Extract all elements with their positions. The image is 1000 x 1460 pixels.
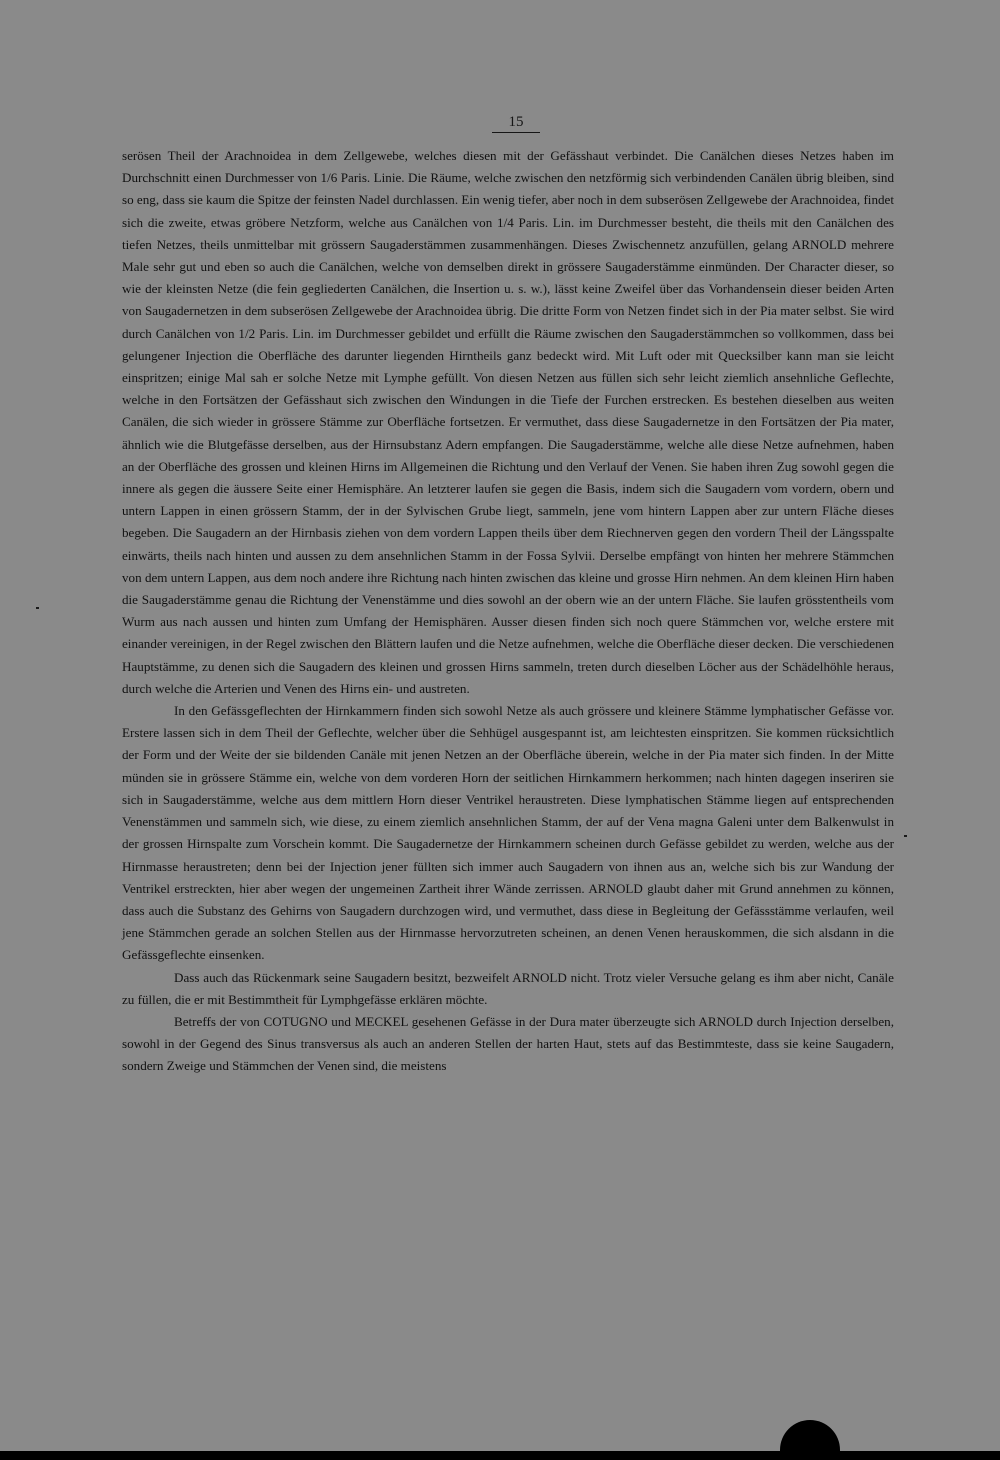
page-number: 15 bbox=[492, 113, 540, 133]
paragraph: In den Gefässgeflechten der Hirnkammern finden sich sowohl Netze als auch grössere und kleinere Stämme lymphatischer Gefässe vor. Erstere lassen sich in dem Theil der Geflechte, welcher über die Sehhügel ausgespannt ist, am leichtesten einspritzen. Sie kommen rücksichtlich der Form und der Weite der sie bildenden Canäle mit jenen Netzen an der Oberfläche überein, welche in der Pia mater sich finden. In der Mitte münden sie in grössere Stämme ein, welche von dem vorderen Horn der seitlichen Hirnkammern herkommen; nach hinten dagegen inseriren sie sich in Saugaderstämme, welche aus dem mittlern Horn dieser Ventrikel heraustreten. Diese lymphatischen Stämme liegen auf entsprechenden Venenstämmen und sammeln sich, wie diese, zu einem ziemlich ansehnlichen Stamm, der auf der Vena magna Galeni unter dem Balkenwulst in der grossen Hirnspalte zum Vorschein kommt. Die Saugadernetze der Hirnkammern scheinen durch Gefässe gebildet zu werden, welche aus der Hirnmasse heraustreten; denn bei der Injection jener füllten sich immer auch Saugadern von ihnen aus an, welche sich bis zur Wandung der Ventrikel erstreckten, hier aber wegen der ungemeinen Zartheit ihrer Wände zerrissen. ARNOLD glaubt daher mit Grund annehmen zu können, dass auch die Substanz des Gehirns von Saugadern durchzogen wird, und vermuthet, dass diese in Begleitung der Gefässstämme verlaufen, weil jene Stämmchen gerade an solchen Stellen aus der Hirnmasse hervorzutreten scheinen, an denen Venen herauskommen, die sich alsdann in die Gefässgeflechte einsenken. bbox=[122, 703, 894, 963]
body-text bbox=[122, 145, 894, 1078]
paragraph: Dass auch das Rückenmark seine Saugadern besitzt, bezweifelt ARNOLD nicht. Trotz vieler Versuche gelang es ihm aber nicht, Canäle zu füllen, die er mit Bestimmtheit für Lymphgefässe erklären möchte. bbox=[122, 969, 894, 1007]
paragraph: serösen Theil der Arachnoidea in dem Zellgewebe, welches diesen mit der Gefässhaut verbindet. Die Canälchen dieses Netzes haben im Durchschnitt einen Durchmesser von 1/6 Paris. Linie. Die Räume, welche zwischen den netzförmig sich verbindenden Canälen übrig bleiben, sind so eng, dass sie kaum die Spitze der feinsten Nadel durchlassen. Ein wenig tiefer, aber noch in dem subserösen Zellgewebe der Arachnoidea, findet sich die zweite, etwas gröbere Netzform, welche aus Canälchen von 1/4 Paris. Lin. im Durchmesser besteht, die theils mit den Canälchen des tiefen Netzes, theils unmittelbar mit grössern Saugaderstämmen zusammenhängen. Dieses Zwischennetz anzufüllen, gelang ARNOLD mehrere Male sehr gut und eben so auch die Canälchen, welche von demselben direkt in grössere Saugaderstämme einmünden. Der Character dieser, so wie der kleinsten Netze (die fein gegliederten Canälchen, die Insertion u. s. w.), lässt keine Zweifel über das Vorhandensein dieser beiden Arten von Saugadernetzen in dem subserösen Zellgewebe der Arachnoidea übrig. Die dritte Form von Netzen findet sich in der Pia mater selbst. Sie wird durch Canälchen von 1/2 Paris. Lin. im Durchmesser gebildet und erfüllt die Räume zwischen den Saugaderstämmchen so vollkommen, dass bei gelungener Injection die Oberfläche des darunter liegenden Hirntheils ganz bedeckt wird. Mit Luft oder mit Quecksilber kann man sie leicht einspritzen; einige Mal sah er solche Netze mit Lymphe gefüllt. Von diesen Netzen aus füllen sich sehr leicht ziemlich ansehnliche Geflechte, welche in den Fortsätzen der Gefässhaut sich zwischen den Windungen in die Tiefe der Furchen erstrecken. Es bestehen dieselben aus weiten Canälen, die sich wieder in grössere Stämme zur Oberfläche fortsetzen. Er vermuthet, dass diese Saugadernetze in den Fortsätzen der Pia mater, ähnlich wie die Blutgefässe derselben, aus der Hirnsubstanz Adern empfangen. Die Saugaderstämme, welche alle diese Netze aufnehmen, haben an der Oberfläche des grossen und kleinen Hirns im Allgemeinen die Richtung und den Verlauf der Venen. Sie haben ihren Zug sowohl gegen die innere als gegen die äussere Seite einer Hemisphäre. An letzterer laufen sie gegen die Basis, indem sich die Saugadern vom vordern, obern und untern Lappen in einen grössern Stamm, der in der Sylvischen Grube liegt, sammeln, jene vom hintern Lappen aber zur untern Fläche dieses begeben. Die Saugadern an der Hirnbasis ziehen von dem vordern Lappen theils über dem Riechnerven gegen den vordern Theil der Längsspalte einwärts, theils nach hinten und aussen zu dem ansehnlichen Stamm in der Fossa Sylvii. Derselbe empfängt von hinten her mehrere Stämmchen von dem untern Lappen, aus dem noch andere ihre Richtung nach hinten zwischen das kleine und grosse Hirn nehmen. An dem kleinen Hirn haben die Saugaderstämme genau die Richtung der Venenstämme und dies sowohl an der obern wie an der untern Fläche. Sie laufen grösstentheils vom Wurm aus nach aussen und hinten zum Umfang der Hemisphären. Ausser diesen finden sich noch quere Stämmchen vor, welche erstere mit einander vereinigen, in der Regel zwischen den Blättern laufen und die Netze aufnehmen, welche die Oberfläche dieser decken. Die verschiedenen Hauptstämme, zu denen sich die Saugadern des kleinen und grossen Hirns sammeln, treten durch dieselben Löcher aus der Schädelhöhle heraus, durch welche die Arterien und Venen des Hirns ein- und austreten. bbox=[122, 148, 894, 696]
paragraph: Betreffs der von COTUGNO und MECKEL gesehenen Gefässe in der Dura mater überzeugte sich ARNOLD durch Injection derselben, sowohl in der Gegend des Sinus transversus als auch an anderen Stellen der harten Haut, stets auf das Bestimmteste, dass sie keine Saugadern, sondern Zweige und Stämmchen der Venen sind, die meistens bbox=[122, 1013, 894, 1074]
scan-edge-shadow bbox=[780, 1420, 840, 1460]
scan-speck bbox=[904, 835, 907, 837]
scan-speck bbox=[36, 607, 39, 609]
